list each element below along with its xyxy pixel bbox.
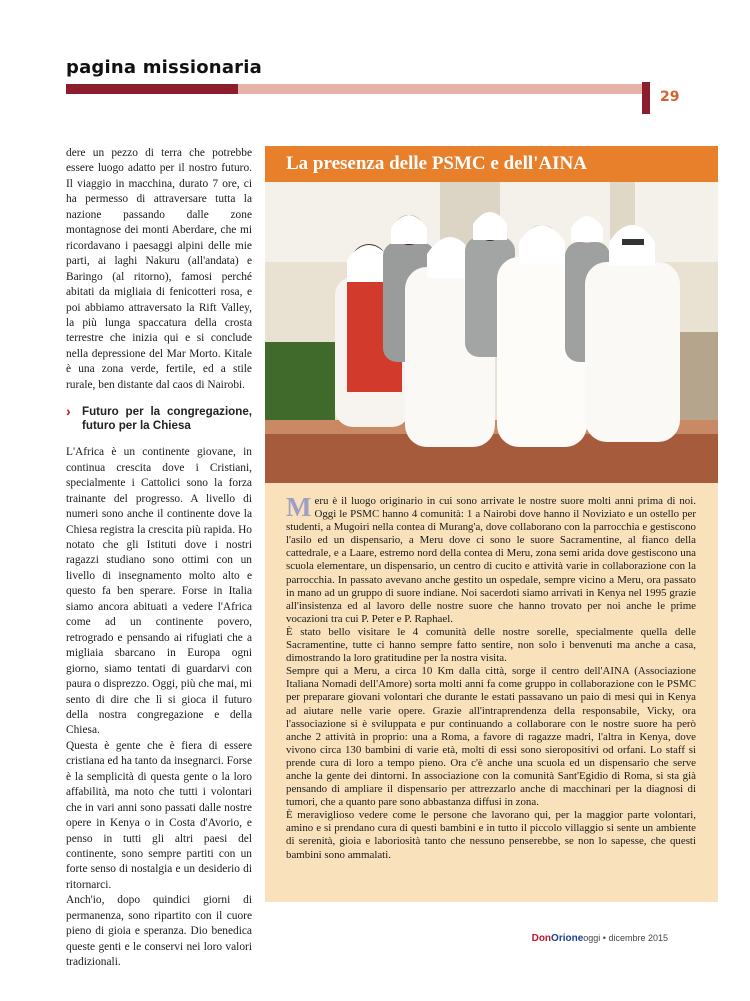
left-paragraph-3: Questa è gente che è fiera di essere cristiana ed ha tanto da insegnarci. Forse è la semplicità di questa gente o la loro affabilità, ma noto che tutti i volontari che in vari anni sono passati dalle nostre opere in Kenya o in Costa d'Avorio, e penso in tutti gli altri paesi del continente, sono sempre partiti con un forte senso di nostalgia e un desiderio di ritornarci. (66, 739, 252, 891)
footer-brand (532, 933, 668, 944)
left-paragraph-1: dere un pezzo di terra che potrebbe essere luogo adatto per il nostro futuro. Il viaggio in macchina, durato 7 ore, ci ha permesso di attraversare tutta la nazione passando dalle zone montagnose dei monti Aberdare, che mi ricordavano i paesaggi alpini delle mie parti, ai laghi Nakuru (all'andata) e Baringo (al ritorno), famosi perché abitati da migliaia di fenicotteri rosa, e poi abbiamo attraversato la Rift Valley, la più lunga spaccatura della crosta terrestre che inizia qui e si conclude nella depressione del Mar Morto. Kitale è una zona verde, fertile, ed a stile rurale, ben distante dal caos di Nairobi. (66, 147, 252, 391)
page-number: 29 (660, 89, 680, 105)
footer-brand-don: Don (531, 933, 552, 944)
chevron-right-icon: › (66, 403, 71, 420)
left-column (66, 146, 252, 971)
header-bar-dark (66, 84, 238, 94)
box-paragraph-1 (286, 492, 696, 626)
left-paragraph-2: L'Africa è un continente giovane, in continua crescita dove i Cristiani, specialmente i Cattolici sono la forza trainante del progresso. A livello di numeri sono anche il continente dove la Chiesa registra la crescita più rapida. Ho notato che gli Istituti dove i nostri ragazzi studiano sono ottimi con un livello di insegnamento molto alto e questo fa ben sperare. Forse in Italia siamo ancora abituati a vedere l'Africa come ad un continente povero, retrogrado e pensando ai rifugiati che a migliaia sbarcano in Europa ogni giorno, siamo tentati di guardarvi con paura o disprezzo. Oggi, più che mai, mi sento di dire che lì si gioca il futuro della nostra congregazione e della Chiesa. (66, 446, 252, 737)
footer-brand-orione: Orione (551, 933, 584, 944)
box-paragraph-3: Sempre qui a Meru, a circa 10 Km dalla città, sorge il centro dell'AINA (Associazione Italiana Nomadi dell'Amore) sorta molti anni fa come gruppo in collaborazione con le PSMC per preparare giovani volontari che durante le estati passavano un paio di mesi qui in Kenya ad aiutare nelle varie opere. Grazie all'intraprendenza della responsabile, Vicky, ora l'associazione si è sviluppata e pur continuando a collaborare con le nostre suore ha però anche 2 attività in proprio: una a Roma, a favore di ragazze madri, l'altra in Kenya, dove vivono circa 130 bambini di varie età, molti di essi sono sieropositivi od orfani. Lo staff si prende cura di loro a tempo pieno. Ora c'è anche una scuola ed un dispensario che serve anche la gente dei dintorni. In associazione con la comunità Sant'Egidio di Roma, si sta già pensando di ampliare il dispensario per attrezzarlo anche di macchinari per la diagnosi di tumori, che a quanto pare sono abbastanza diffusi in zona. (286, 665, 696, 809)
box-text (286, 492, 696, 862)
sidebar-box (265, 146, 718, 902)
box-paragraph-2: È stato bello visitare le 4 comunità delle nostre sorelle, specialmente quella delle Sacramentine, tutte ci hanno sempre fatto sentire, non solo i benvenuti ma anche a casa, dimostrando la loro gratitudine per la nostra visita. (286, 625, 696, 665)
header-bar-light (238, 84, 642, 94)
subheading (66, 405, 252, 433)
drop-cap: M (286, 492, 312, 522)
footer-issue: oggi • dicembre 2015 (583, 933, 668, 943)
box-paragraph-4: È meraviglioso vedere come le persone che lavorano qui, per la maggior parte volontari, amino e si prendano cura di questi bambini e in tutto il piccolo villaggio si sente un ambiente di serenità, gioia e laboriosità tanto che nessuno penserebbe, se non lo sapesse, che questi bambini sono ammalati. (286, 809, 696, 861)
group-photo (265, 182, 718, 483)
header-bar-vertical (642, 82, 650, 114)
section-title: pagina missionaria (66, 57, 262, 78)
left-paragraph-4: Anch'io, dopo quindici giorni di permanenza, sono ripartito con il cuore pieno di gioia e speranza. Dio benedica queste genti e le conservi nei loro valori tradizionali. (66, 894, 252, 969)
box-paragraph-1-text: eru è il luogo originario in cui sono arrivate le nostre suore molti anni prima di noi. Oggi le PSMC hanno 4 comunità: 1 a Nairobi dove hanno il Noviziato e un ostello per studenti, a Mugoiri nella contea di Murang'a, dove collaborano con la parrocchia e gestiscono l'asilo ed un dispensario, a Meru dove ci sono le suore Sacramentine, al fianco della cattedrale, e a Laare, estremo nord della contea di Meru, zona semi arida dove gestiscono una scuola elementare, un dispensario, un centro di cucito e attività varie in collaborazione con la parrocchia. In passato avevano anche gestito un ospedale, sempre vicino a Meru, ora passato in mano ad un gruppo di suore indiane. Noi sacerdoti siamo arrivati in Kenya nel 1995 grazie all'insistenza ed al lavoro delle nostre suore che hanno trovato per noi anche le prime vocazioni tra cui P. Peter e P. Raphael. (286, 495, 696, 625)
box-title: La presenza delle PSMC e dell'AINA (265, 146, 718, 182)
subheading-text: Futuro per la congregazione, futuro per la Chiesa (82, 405, 252, 433)
